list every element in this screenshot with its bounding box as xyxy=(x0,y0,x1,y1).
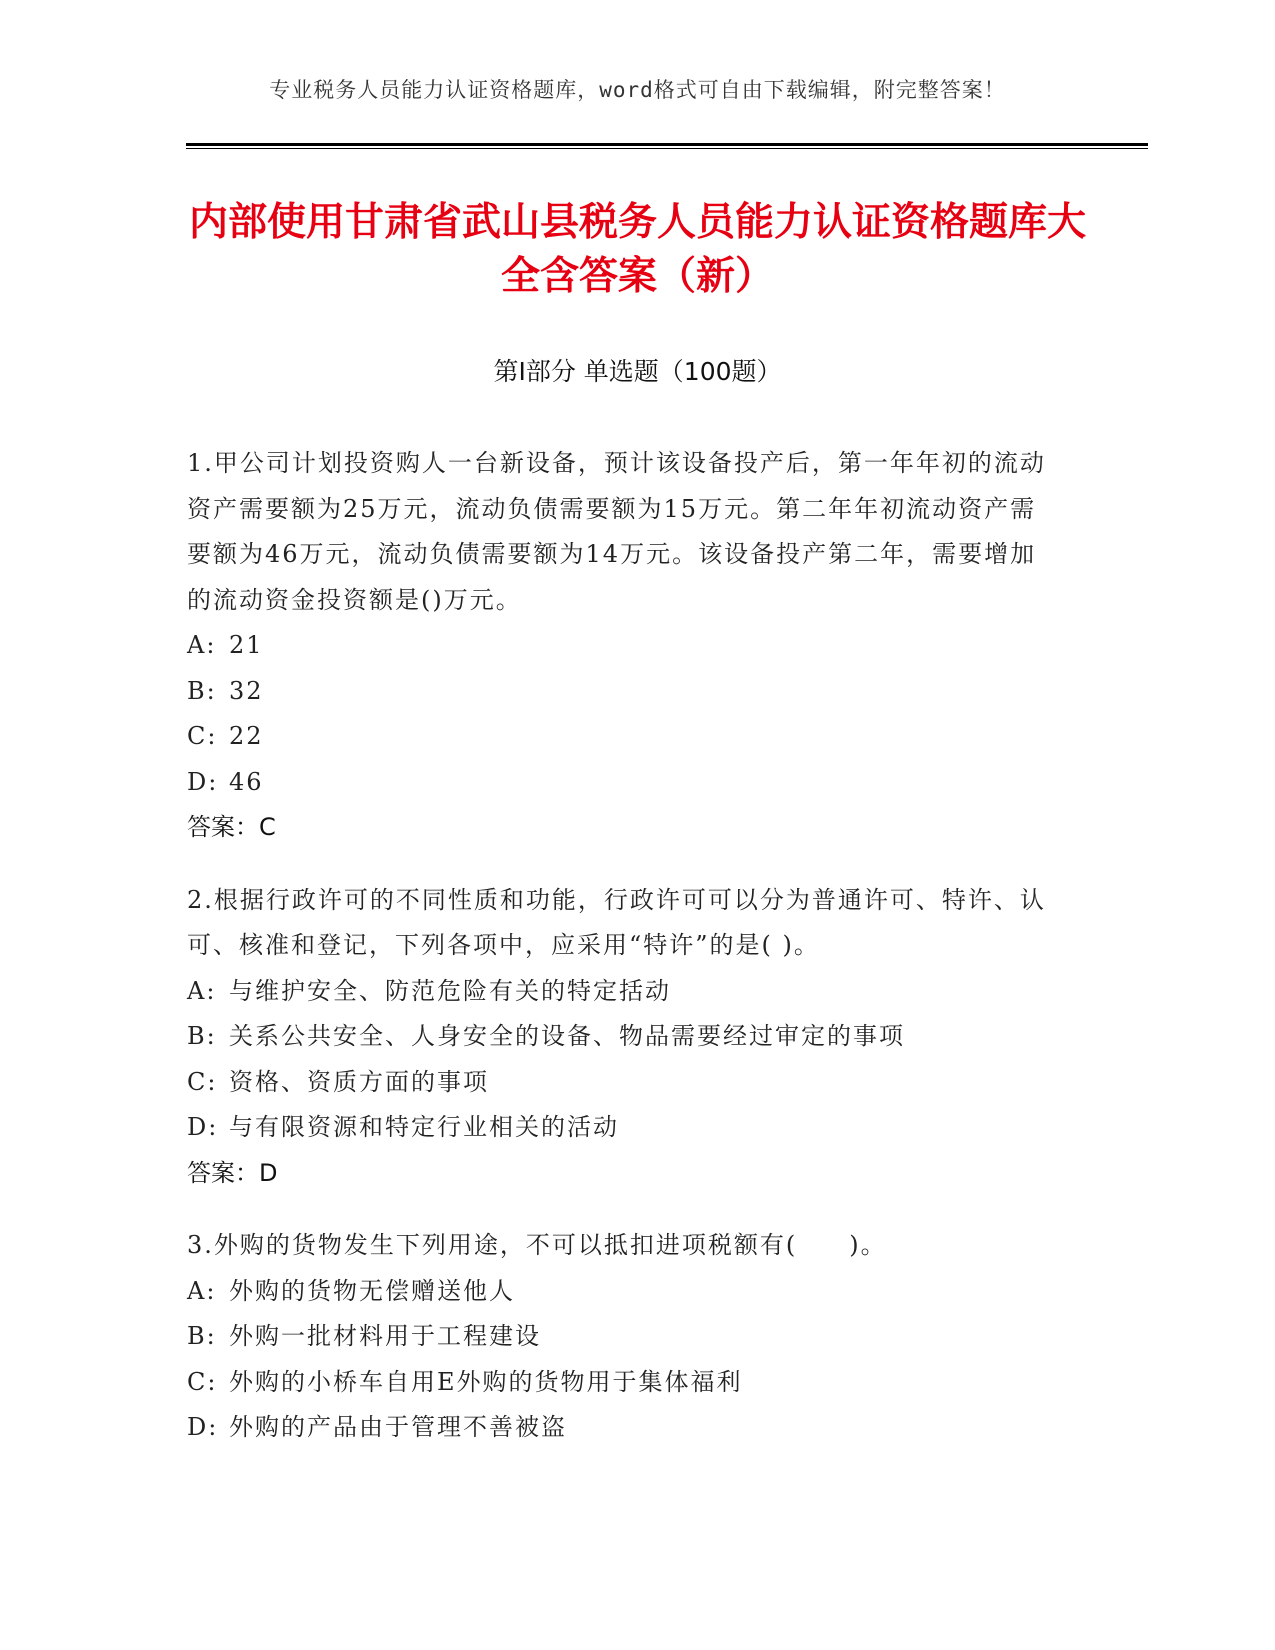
option-letter: D: xyxy=(187,767,219,796)
question-1 xyxy=(187,441,1057,851)
option-c xyxy=(187,1060,1057,1106)
option-letter: A: xyxy=(187,1276,217,1305)
option-letter: C: xyxy=(187,1067,218,1096)
option-text: 与有限资源和特定行业相关的活动 xyxy=(229,1113,619,1141)
section-title: 第Ⅰ部分 单选题（100题） xyxy=(493,357,782,386)
question-stem: 2.根据行政许可的不同性质和功能，行政许可可以分为普通许可、特许、认可、核准和登记，下列各项中，应采用“特许”的是( )。 xyxy=(187,885,1046,959)
option-text: 21 xyxy=(229,631,264,659)
option-text: 外购的货物无偿赠送他人 xyxy=(229,1276,515,1305)
option-text: 22 xyxy=(229,722,264,750)
option-letter: A: xyxy=(187,976,217,1005)
option-d xyxy=(187,1405,1057,1451)
answer: 答案：D xyxy=(187,1158,278,1187)
option-letter: B: xyxy=(187,676,217,705)
answer: 答案：C xyxy=(187,813,276,841)
option-a xyxy=(187,969,1057,1015)
option-d xyxy=(187,1105,1057,1151)
option-text: 32 xyxy=(229,676,264,705)
question-stem: 3.外购的货物发生下列用途，不可以抵扣进项税额有( )。 xyxy=(187,1231,887,1259)
page-header: 专业税务人员能力认证资格题库，word格式可自由下载编辑，附完整答案！ xyxy=(269,78,1006,102)
document-title: 内部使用甘肃省武山县税务人员能力认证资格题库大全含答案（新） xyxy=(188,200,1086,299)
option-text: 与维护安全、防范危险有关的特定括动 xyxy=(229,976,671,1005)
option-a xyxy=(187,1269,1057,1315)
header-rule xyxy=(186,143,1148,149)
option-a xyxy=(187,623,1057,669)
option-b xyxy=(187,1314,1057,1360)
option-d xyxy=(187,760,1057,806)
option-b xyxy=(187,1014,1057,1060)
option-letter: C: xyxy=(187,1367,218,1396)
option-letter: C: xyxy=(187,722,218,750)
question-list xyxy=(187,441,1057,1478)
option-letter: B: xyxy=(187,1322,217,1350)
option-letter: A: xyxy=(187,631,217,659)
option-text: 外购的小桥车自用E外购的货物用于集体福利 xyxy=(229,1367,743,1396)
option-c xyxy=(187,1360,1057,1406)
question-3 xyxy=(187,1223,1057,1451)
option-text: 外购一批材料用于工程建设 xyxy=(229,1322,541,1350)
option-c xyxy=(187,714,1057,760)
option-letter: D: xyxy=(187,1113,219,1141)
option-b xyxy=(187,669,1057,715)
option-text: 关系公共安全、人身安全的设备、物品需要经过审定的事项 xyxy=(229,1022,905,1050)
question-2 xyxy=(187,878,1057,1197)
option-text: 资格、资质方面的事项 xyxy=(229,1067,489,1096)
question-stem: 1.甲公司计划投资购人一台新设备，预计该设备投产后，第一年年初的流动资产需要额为25万元，流动负债需要额为15万元。第二年年初流动资产需要额为46万元，流动负债需要额为14万元。该设备投产第二年，需要增加的流动资金投资额是()万元。 xyxy=(187,449,1046,614)
option-text: 外购的产品由于管理不善被盗 xyxy=(229,1413,567,1441)
option-letter: B: xyxy=(187,1022,217,1050)
option-text: 46 xyxy=(229,767,264,796)
option-letter: D: xyxy=(187,1413,219,1441)
